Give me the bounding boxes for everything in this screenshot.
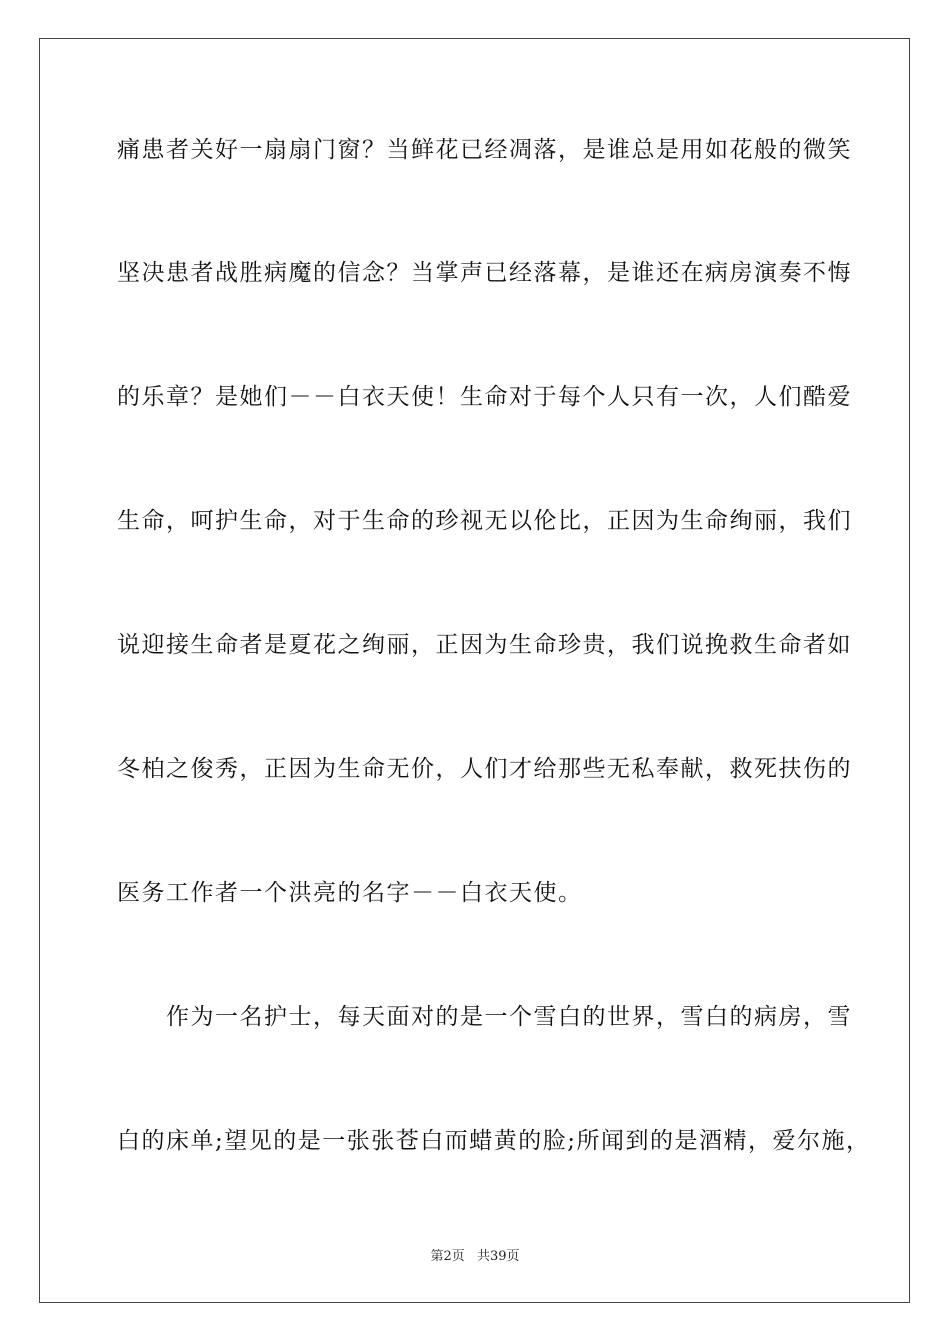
text-line-6: 冬柏之俊秀，正因为生命无价，人们才给那些无私奉献，救死扶伤的 [117,756,852,782]
text-line-8: 作为一名护士，每天面对的是一个雪白的世界，雪白的病房，雪 [117,1004,852,1030]
text-line-3: 的乐章？是她们－－白衣天使！生命对于每个人只有一次，人们酷爱 [117,384,852,410]
text-line-5: 说迎接生命者是夏花之绚丽，正因为生命珍贵，我们说挽救生命者如 [117,632,852,658]
page-footer [0,1248,950,1266]
text-line-2: 坚决患者战胜病魔的信念？当掌声已经落幕，是谁还在病房演奏不悔 [117,260,852,286]
text-line-1: 痛患者关好一扇扇门窗？当鲜花已经凋落，是谁总是用如花般的微笑 [117,137,852,163]
text-line-9: 白的床单;望见的是一张张苍白而蜡黄的脸;所闻到的是酒精，爱尔施， [117,1128,871,1154]
total-pages: 共39页 [476,1249,520,1264]
text-line-4: 生命，呵护生命，对于生命的珍视无以伦比，正因为生命绚丽，我们 [117,508,852,534]
page-number: 第2页 [430,1249,465,1264]
page-border [39,38,910,1303]
text-line-7: 医务工作者一个洪亮的名字－－白衣天使。 [117,880,583,906]
